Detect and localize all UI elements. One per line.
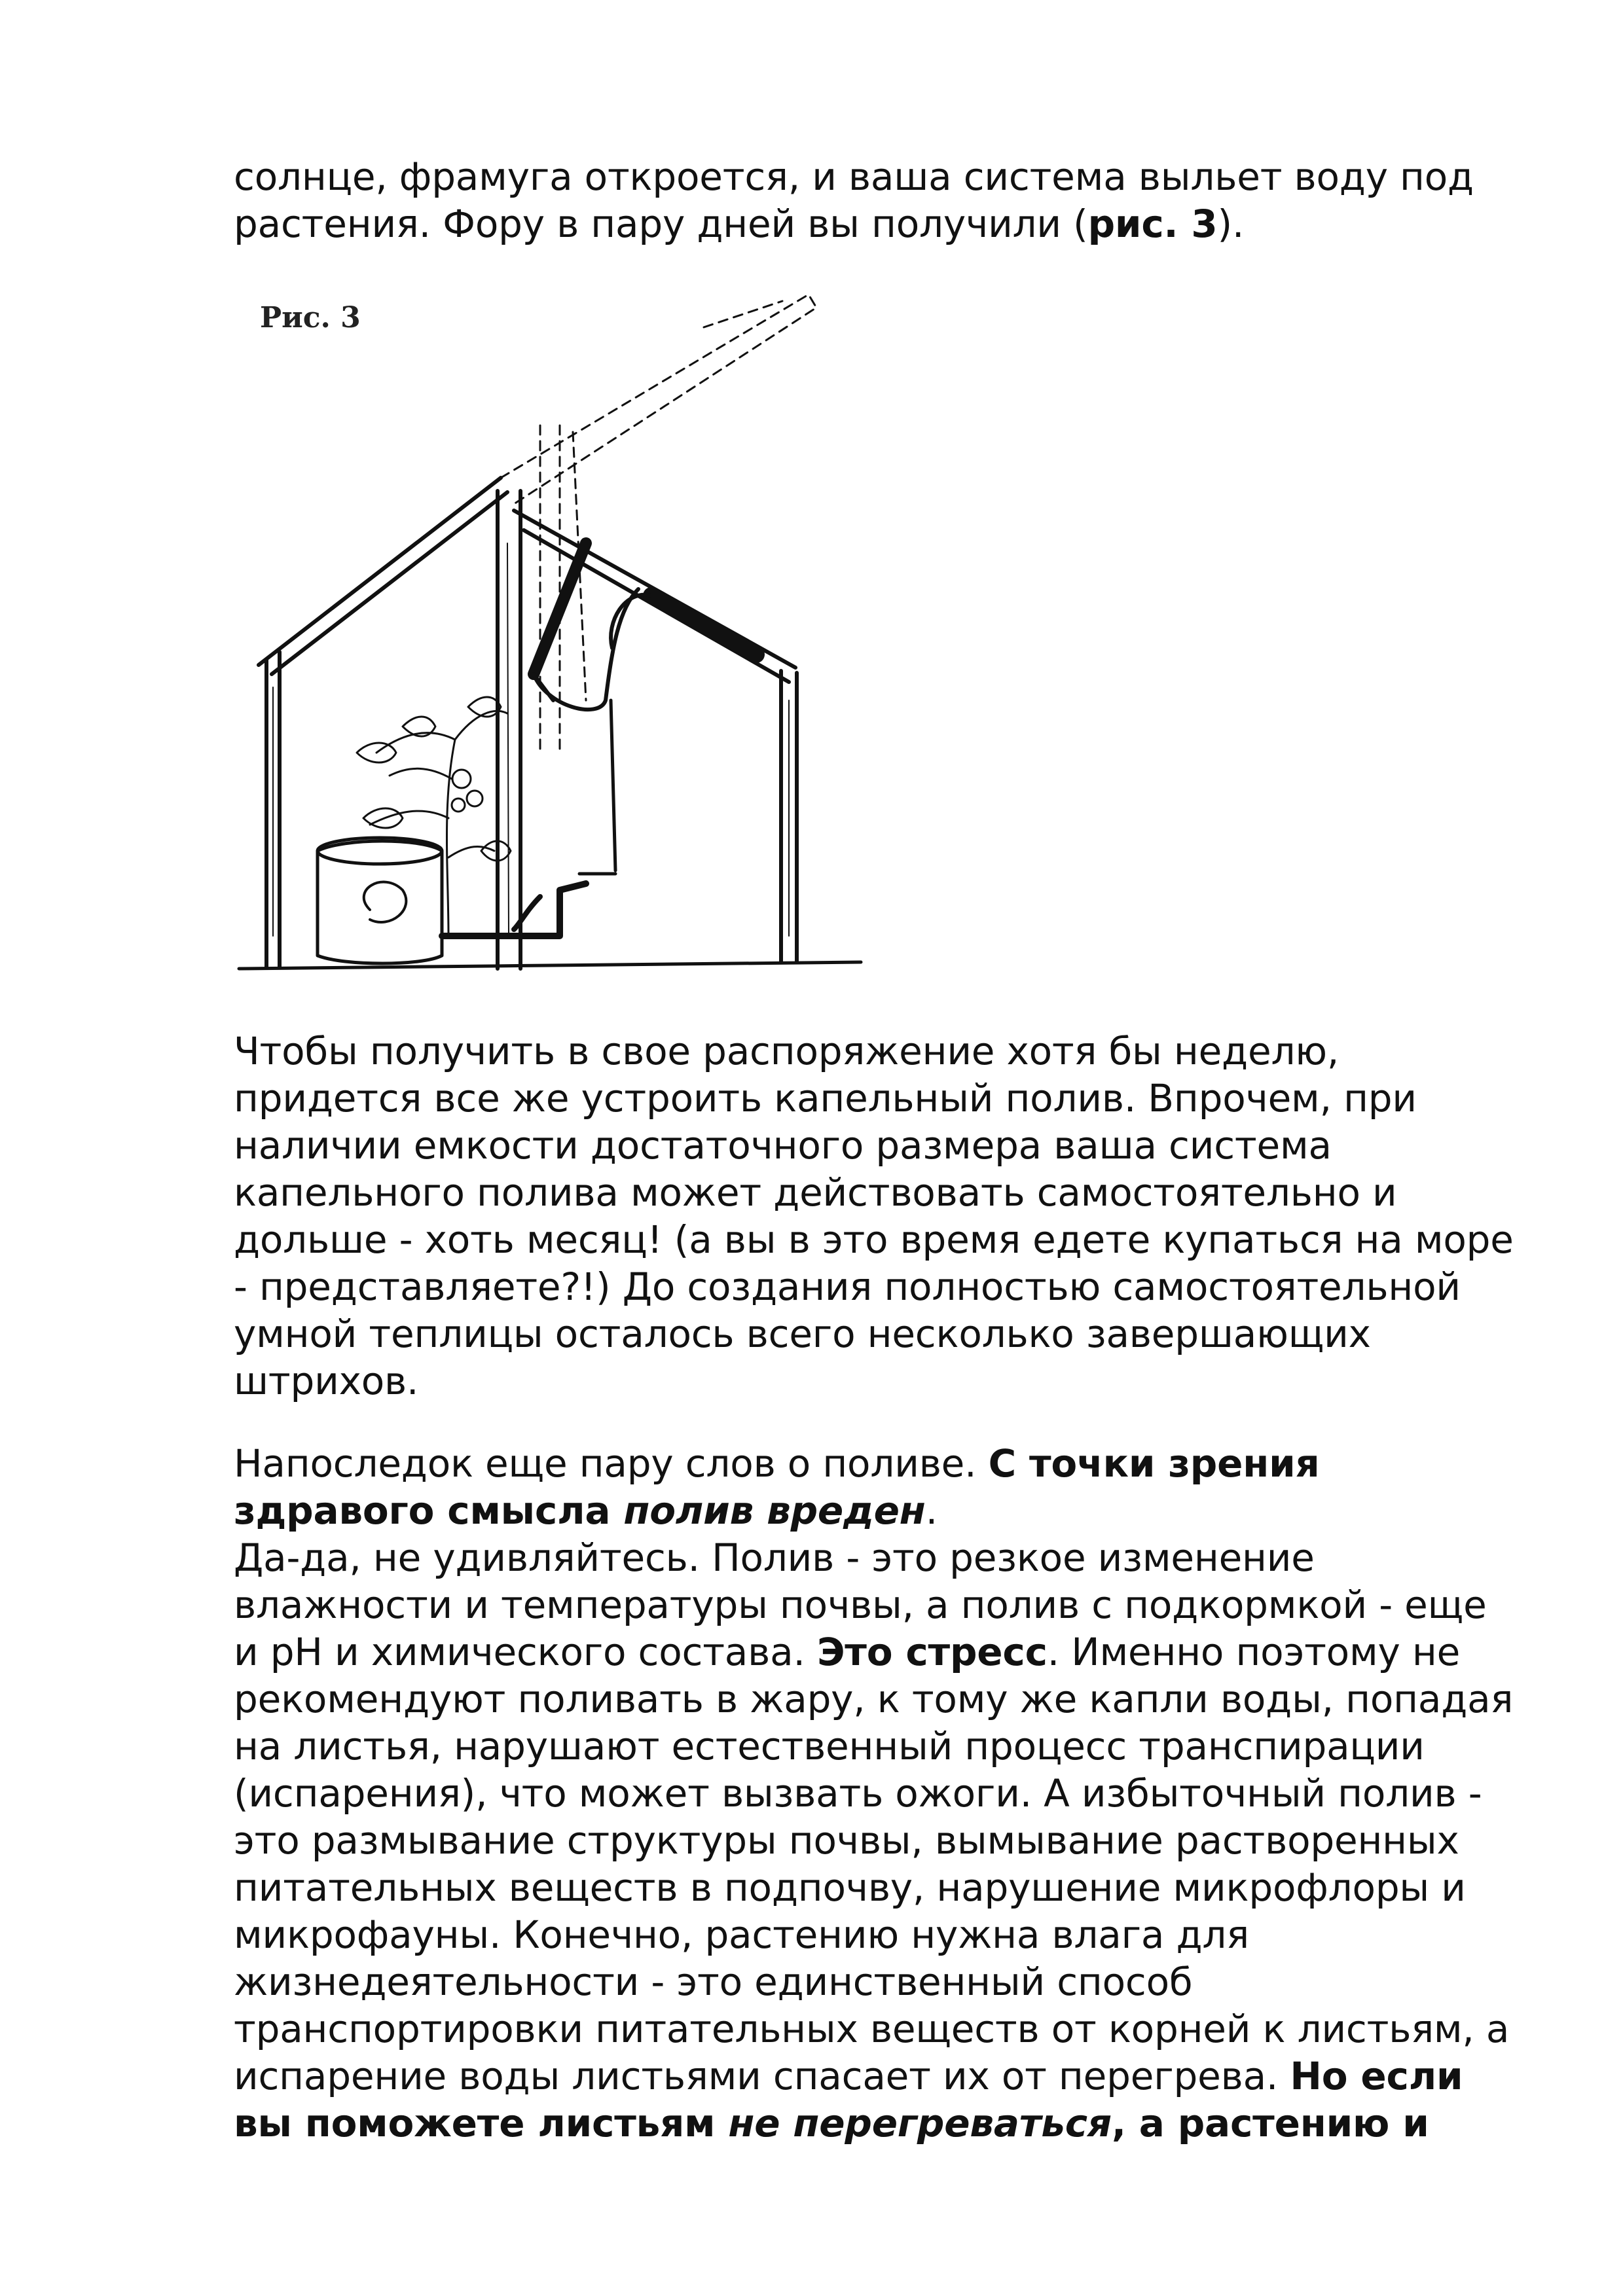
open-transom-dashed: [501, 295, 816, 753]
bold-span: Это стресс: [816, 1630, 1048, 1674]
text-line: Чтобы получить в свое распоряжение хотя бы неделю,: [234, 1029, 1340, 1073]
bold-italic-span: полив вреден: [623, 1488, 926, 1533]
bold-span: С точки зрения: [988, 1441, 1320, 1486]
bold-span: здравого смысла: [234, 1488, 624, 1533]
text-line: [234, 153, 1537, 200]
text-line: [234, 200, 1537, 247]
text-line: [234, 1440, 1537, 1487]
bold-span: Но если: [1290, 2054, 1463, 2098]
text-line: влажности и температуры почвы, а полив с подкормкой - еще: [234, 1583, 1487, 1627]
text-line: умной теплицы осталось всего несколько завершающих: [234, 1312, 1371, 1356]
greenhouse-illustration: [232, 281, 887, 988]
text-line: наличии емкости достаточного размера ваша система: [234, 1123, 1332, 1168]
paragraph-drip-irrigation: [234, 1028, 1537, 1405]
text-line: [234, 1487, 1537, 1534]
text-line: - представляете?!) До создания полностью самостоятельной: [234, 1265, 1461, 1309]
text-span: солнце, фрамуга откроется, и ваша система выльет воду под: [234, 154, 1474, 199]
text-span: .: [925, 1488, 938, 1533]
text-span: ).: [1217, 202, 1245, 246]
text-line: капельного полива может действовать самостоятельно и: [234, 1170, 1397, 1215]
text-line: питательных веществ в подпочву, нарушение микрофлоры и: [234, 1865, 1466, 1910]
text-span: . Именно поэтому не: [1047, 1630, 1461, 1674]
text-line: [234, 2053, 1537, 2100]
bold-italic-span: не перегреваться: [728, 2101, 1112, 2145]
text-line: придется все же устроить капельный полив. Впрочем, при: [234, 1076, 1417, 1121]
text-line: [234, 1628, 1537, 1676]
figure-3: [232, 281, 887, 988]
text-line: (испарения), что может вызвать ожоги. А избыточный полив -: [234, 1771, 1482, 1816]
text-line: на листья, нарушают естественный процесс транспирации: [234, 1724, 1425, 1768]
text-line: дольше - хоть месяц! (а вы в это время едете купаться на море: [234, 1217, 1514, 1262]
text-span: Напоследок еще пару слов о поливе.: [234, 1441, 989, 1486]
text-line: Да-да, не удивляйтесь. Полив - это резкое изменение: [234, 1535, 1315, 1580]
ground-line: [239, 962, 861, 969]
text-line: [234, 2100, 1537, 2147]
figure-reference: рис. 3: [1087, 202, 1218, 246]
text-line: штрихов.: [234, 1359, 419, 1403]
figure-caption: Рис. 3: [260, 301, 361, 334]
left-roof-beam: [259, 478, 507, 674]
text-line: жизнедеятельности - это единственный способ: [234, 1960, 1193, 2004]
text-span: испарение воды листьями спасает их от перегрева.: [234, 2054, 1290, 2098]
text-span: и pH и химического состава.: [234, 1630, 817, 1674]
wood-grain: [273, 543, 789, 936]
water-bottle: [651, 596, 756, 655]
tomato-plant: [357, 697, 511, 936]
bold-span: вы поможете листьям: [234, 2101, 729, 2145]
paragraph-continuation: [234, 153, 1537, 247]
text-span: растения. Фору в пару дней вы получили (: [234, 202, 1088, 246]
text-line: это размывание структуры почвы, вымывание растворенных: [234, 1818, 1459, 1863]
text-line: рекомендуют поливать в жару, к тому же капли воды, попадая: [234, 1677, 1514, 1721]
bold-span: , а растению и: [1111, 2101, 1429, 2145]
paragraph-watering-harm: [234, 1440, 1537, 2147]
text-line: микрофауны. Конечно, растению нужна влага для: [234, 1912, 1249, 1957]
text-line: транспортировки питательных веществ от корней к листьям, а: [234, 2007, 1510, 2051]
